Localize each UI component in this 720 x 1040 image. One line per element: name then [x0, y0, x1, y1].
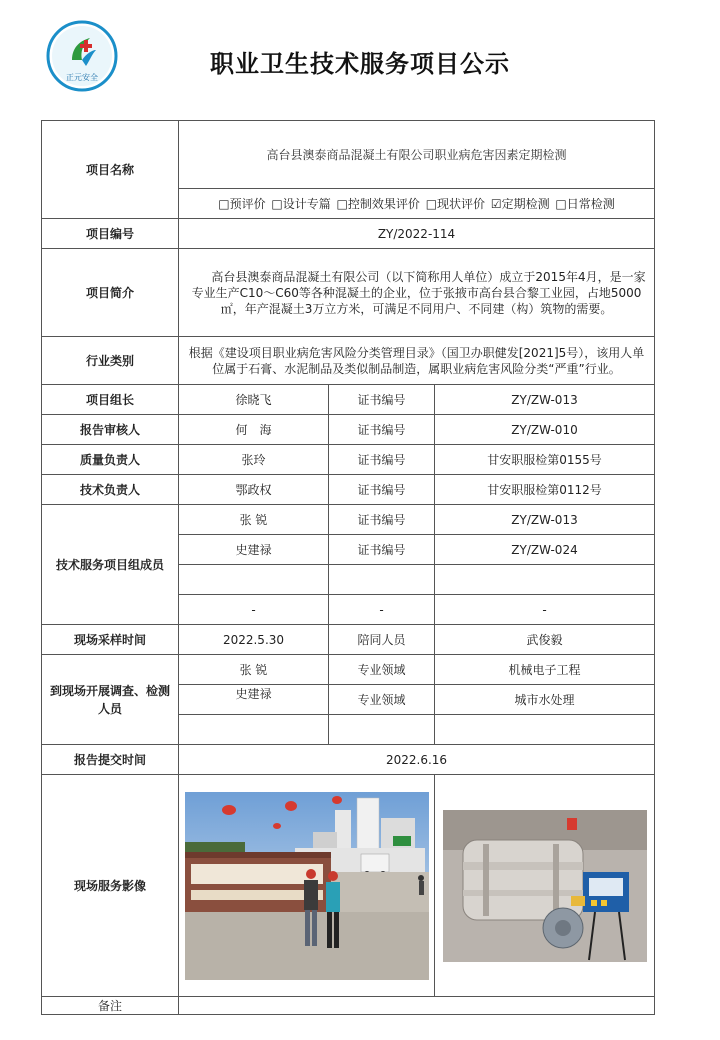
member-cert: ZY/ZW-024	[435, 535, 655, 565]
survey-field: 城市水处理	[435, 685, 655, 715]
disclosure-table	[41, 120, 655, 1015]
field-label: 专业领域	[329, 655, 435, 685]
row-quality-lead	[42, 445, 655, 475]
cert-label: 证书编号	[329, 385, 435, 415]
cert-label: 证书编号	[329, 475, 435, 505]
site-photo-equipment	[443, 810, 647, 962]
row-team-leader	[42, 385, 655, 415]
site-photo-plant	[185, 792, 429, 980]
member-cert: ZY/ZW-013	[435, 505, 655, 535]
submit-date: 2022.6.16	[179, 745, 655, 775]
survey-field: 机械电子工程	[435, 655, 655, 685]
member-name: -	[179, 595, 329, 625]
escort-label: 陪同人员	[329, 625, 435, 655]
cert-label: 证书编号	[329, 505, 435, 535]
label-industry: 行业类别	[42, 337, 179, 385]
label-team-leader: 项目组长	[42, 385, 179, 415]
quality-lead-cert: 甘安职服检第0155号	[435, 445, 655, 475]
row-project-no	[42, 219, 655, 249]
member-name: 张 锐	[179, 505, 329, 535]
row-project-intro	[42, 249, 655, 337]
label-site-images: 现场服务影像	[42, 775, 179, 997]
site-photo-2-cell	[435, 775, 655, 997]
project-intro: 高台县澳泰商品混凝土有限公司（以下简称用人单位）成立于2015年4月，是一家专业生产C10～C60等各种混凝土的企业，位于张掖市高台县合黎工业园，占地5000㎡，年产混凝土3万立方米，可满足不同用户、不同建（构）筑物的需要。	[179, 249, 655, 337]
survey-name: 张 锐	[179, 655, 329, 685]
member-cert-label-empty	[329, 565, 435, 595]
reviewer-name: 何 海	[179, 415, 329, 445]
row-project-name	[42, 121, 655, 189]
label-sampling-time: 现场采样时间	[42, 625, 179, 655]
label-project-no: 项目编号	[42, 219, 179, 249]
reviewer-cert: ZY/ZW-010	[435, 415, 655, 445]
tech-lead-cert: 甘安职服检第0112号	[435, 475, 655, 505]
remarks-value	[179, 997, 655, 1015]
row-report-reviewer	[42, 415, 655, 445]
service-type-options: □预评价 □设计专篇 □控制效果评价 □现状评价 ☑定期检测 □日常检测	[179, 189, 655, 219]
row-site-images	[42, 775, 655, 997]
member-cert	[435, 565, 655, 595]
team-leader-cert: ZY/ZW-013	[435, 385, 655, 415]
label-quality-lead: 质量负责人	[42, 445, 179, 475]
label-submit-time: 报告提交时间	[42, 745, 179, 775]
row-sampling	[42, 625, 655, 655]
row-member-1	[42, 505, 655, 535]
row-tech-lead	[42, 475, 655, 505]
cert-label: 证书编号	[329, 535, 435, 565]
label-survey-staff: 到现场开展调查、检测人员	[42, 655, 179, 745]
cert-label: 证书编号	[329, 445, 435, 475]
label-tech-lead: 技术负责人	[42, 475, 179, 505]
label-project-name: 项目名称	[42, 121, 179, 219]
label-team-members: 技术服务项目组成员	[42, 505, 179, 625]
logo-text: 正元安全	[66, 73, 98, 82]
row-survey-1	[42, 655, 655, 685]
member-cert-label: -	[329, 595, 435, 625]
tech-lead-name: 鄂政权	[179, 475, 329, 505]
field-label: 专业领域	[329, 685, 435, 715]
project-number: ZY/2022-114	[179, 219, 655, 249]
member-cert: -	[435, 595, 655, 625]
quality-lead-name: 张玲	[179, 445, 329, 475]
survey-empty	[435, 715, 655, 745]
survey-empty	[179, 715, 329, 745]
project-name: 高台县澳泰商品混凝土有限公司职业病危害因素定期检测	[179, 121, 655, 189]
survey-name: 史建禄	[179, 685, 329, 715]
cert-label: 证书编号	[329, 415, 435, 445]
member-name	[179, 565, 329, 595]
label-project-intro: 项目简介	[42, 249, 179, 337]
sampling-date: 2022.5.30	[179, 625, 329, 655]
team-leader-name: 徐晓飞	[179, 385, 329, 415]
row-industry	[42, 337, 655, 385]
site-photo-1-cell	[179, 775, 435, 997]
label-remarks: 备注	[42, 997, 179, 1015]
page-title: 职业卫生技术服务项目公示	[210, 50, 510, 78]
row-remarks	[42, 997, 655, 1015]
escort-name: 武俊毅	[435, 625, 655, 655]
label-report-reviewer: 报告审核人	[42, 415, 179, 445]
row-submit	[42, 745, 655, 775]
member-name: 史建禄	[179, 535, 329, 565]
industry-text: 根据《建设项目职业病危害风险分类管理目录》（国卫办职健发[2021]5号），该用人单位属于石膏、水泥制品及类似制品制造，属职业病危害风险分类“严重”行业。	[179, 337, 655, 385]
survey-empty	[329, 715, 435, 745]
